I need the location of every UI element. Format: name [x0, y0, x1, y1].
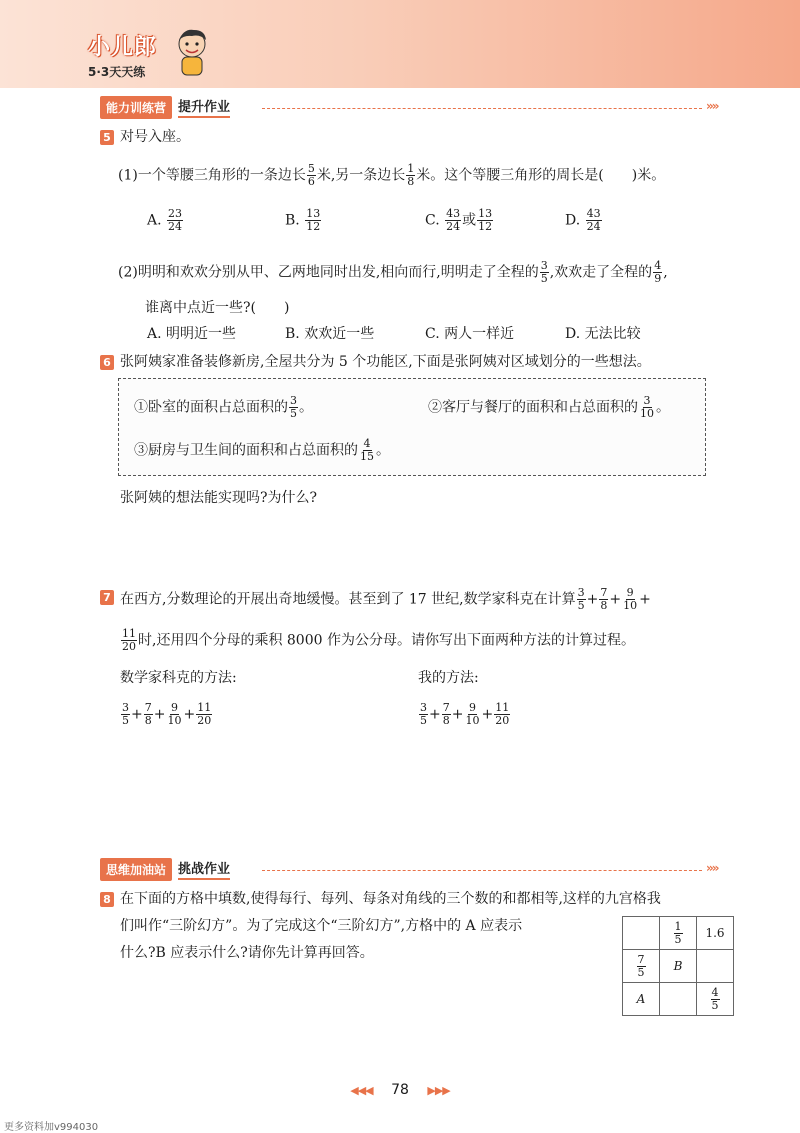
- double-arrow-icon: »»: [706, 861, 718, 875]
- method-label-kock: 数学家科克的方法:: [120, 670, 237, 686]
- logo: [88, 30, 157, 80]
- question-text: 谁离中点近一些?( ): [145, 300, 290, 316]
- right-triangles-icon: ▶▶▶: [427, 1084, 450, 1097]
- question-number: 6: [100, 355, 114, 370]
- page-number: 78: [391, 1082, 409, 1098]
- question-text: $\frac{11}{20}$ 时,还用四个分母的乘积 8000 作为公分母。请你写出下面两种方法的计算过程。: [122, 627, 635, 653]
- option-a: A. 明明近一些: [147, 326, 237, 342]
- grid-cell: [623, 917, 660, 950]
- question-text: (1)一个等腰三角形的一条边长 $\frac{5}{6}$ 米,另一条边长 $\frac{1}{8}$ 米。这个等腰三角形的周长是( )米。: [118, 162, 666, 188]
- grid-cell: 1.6: [697, 917, 734, 950]
- option-d: D. $\frac{43}{24}$: [565, 207, 601, 233]
- grid-cell: B: [660, 950, 697, 983]
- section-tag: 思维加油站: [100, 858, 172, 881]
- grid-cell: [697, 950, 734, 983]
- section-tag: 能力训练营: [100, 96, 172, 119]
- page-footer: [0, 1082, 800, 1098]
- option-b: B. $\frac{13}{12}$: [285, 207, 321, 233]
- question-text: 什么?B 应表示什么?请你先计算再回答。: [120, 945, 374, 961]
- question-text: 在下面的方格中填数,使得每行、每列、每条对角线的三个数的和都相等,这样的九宫格我: [120, 891, 661, 907]
- grid-cell: [660, 983, 697, 1016]
- question-text: (2)明明和欢欢分别从甲、乙两地同时出发,相向而行,明明走了全程的 $\frac{3}{5}$ ,欢欢走了全程的 $\frac{4}{9}$ ,: [118, 259, 668, 285]
- question-number: 8: [100, 892, 114, 907]
- method-label-mine: 我的方法:: [418, 670, 479, 686]
- left-triangles-icon: ◀◀◀: [350, 1084, 373, 1097]
- logo-subtitle: 5·3天天练: [88, 65, 146, 79]
- section-header-ability: [100, 96, 230, 118]
- option-b: B. 欢欢近一些: [285, 326, 375, 342]
- option-d: D. 无法比较: [565, 326, 641, 342]
- question-text: 张阿姨的想法能实现吗?为什么?: [120, 490, 318, 506]
- expression-kock: $\frac{3}{5}$ + $\frac{7}{8}$ + $\frac{9}{10}$ + $\frac{11}{20}$: [122, 701, 212, 727]
- expression-mine: $\frac{3}{5}$ + $\frac{7}{8}$ + $\frac{9}{10}$ + $\frac{11}{20}$: [420, 701, 510, 727]
- option-a: A. $\frac{23}{24}$: [147, 207, 183, 233]
- section-subtitle: 提升作业: [178, 96, 230, 118]
- magic-square-grid: [622, 916, 734, 1016]
- grid-cell: $\frac{1}{5}$: [660, 917, 697, 950]
- option-c: C. 两人一样近: [425, 326, 515, 342]
- idea-3: ③厨房与卫生间的面积和占总面积的 $\frac{4}{15}$ 。: [134, 437, 390, 463]
- grid-cell: A: [623, 983, 660, 1016]
- option-c: C. $\frac{43}{24}$ 或 $\frac{13}{12}$: [425, 207, 493, 233]
- grid-cell: $\frac{4}{5}$: [697, 983, 734, 1016]
- section-divider: [262, 108, 702, 109]
- fraction: $\frac{5}{6}$: [307, 162, 315, 188]
- logo-title: 小儿郎: [88, 35, 158, 60]
- fraction: $\frac{1}{8}$: [407, 162, 415, 188]
- question-text: 在西方,分数理论的开展出奇地缓慢。甚至到了 17 世纪,数学家科克在计算 $\frac{3}{5}$ + $\frac{7}{8}$ + $\frac{9}{10}$ +: [120, 586, 651, 612]
- idea-1: ①卧室的面积占总面积的 $\frac{3}{5}$ 。: [134, 394, 313, 420]
- section-divider: [262, 870, 702, 871]
- grid-cell: $\frac{7}{5}$: [623, 950, 660, 983]
- question-number: 5: [100, 130, 114, 145]
- question-title: 对号入座。: [120, 129, 190, 145]
- mascot-boy-icon: [172, 26, 212, 78]
- question-number: 7: [100, 590, 114, 605]
- watermark: 更多资料加v994030: [4, 1122, 99, 1133]
- section-header-thinking: [100, 858, 230, 880]
- double-arrow-icon: »»: [706, 99, 718, 113]
- question-text: 们叫作“三阶幻方”。为了完成这个“三阶幻方”,方格中的 A 应表示: [120, 918, 523, 934]
- question-title: 张阿姨家准备装修新房,全屋共分为 5 个功能区,下面是张阿姨对区域划分的一些想法。: [120, 354, 651, 370]
- section-subtitle: 挑战作业: [178, 858, 230, 880]
- idea-2: ②客厅与餐厅的面积和占总面积的 $\frac{3}{10}$ 。: [428, 394, 670, 420]
